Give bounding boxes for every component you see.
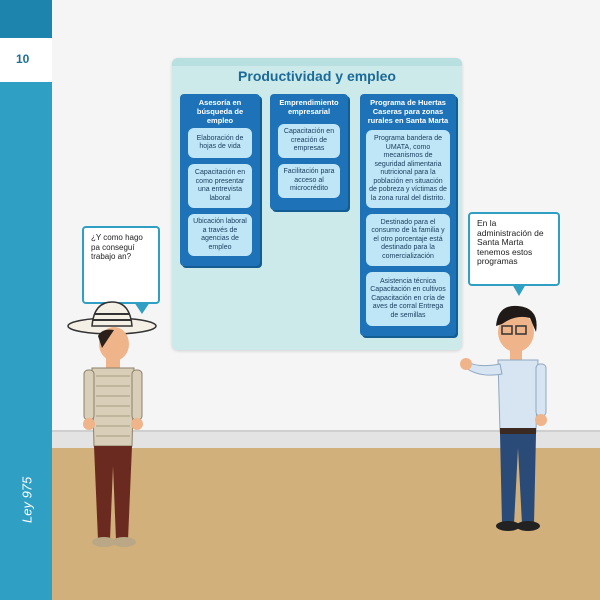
program-card: Programa bandera de UMATA, como mecanismos de seguridad alimentaria nutricional para la población en situación de pobreza y víctimas de la zona rural del distrito. bbox=[366, 130, 450, 208]
column-title: Programa de Huertas Caseras para zonas rurales en Santa Marta bbox=[367, 98, 449, 125]
program-card: Capacitación en creación de empresas bbox=[278, 124, 340, 158]
program-card: Facilitación para acceso al microcrédito bbox=[278, 164, 340, 198]
law-label: Ley 975 bbox=[19, 476, 35, 524]
board-top-bar bbox=[172, 58, 462, 66]
bubble-tail-right bbox=[512, 284, 526, 296]
column-job-search bbox=[180, 94, 260, 266]
board-title: Productividad y empleo bbox=[238, 68, 396, 84]
speech-bubble-right: En la administración de Santa Marta tenemos estos programas bbox=[468, 212, 560, 286]
farmer-character bbox=[62, 296, 162, 550]
column-title: Asesoría en búsqueda de empleo bbox=[196, 98, 244, 125]
program-card: Asistencia técnica Capacitación en cultivos Capacitación en cría de aves de corral Entrega de semillas bbox=[366, 272, 450, 326]
speech-bubble-left: ¿Y como hago pa conseguí trabajo an? bbox=[82, 226, 160, 304]
page-number: 10 bbox=[16, 52, 30, 66]
column-entrepreneurship bbox=[270, 94, 348, 210]
program-card: Elaboración de hojas de vida bbox=[188, 128, 252, 158]
program-card: Ubicación laboral a través de agencias de empleo bbox=[188, 214, 252, 256]
sidebar-cap bbox=[0, 0, 52, 38]
info-board bbox=[172, 58, 462, 350]
column-home-gardens bbox=[360, 94, 456, 336]
official-character bbox=[458, 298, 558, 538]
program-card: Destinado para el consumo de la familia y el otro porcentaje está destinado para la comercialización bbox=[366, 214, 450, 266]
column-title: Emprendimiento empresarial bbox=[279, 98, 339, 116]
program-card: Capacitación en como presentar una entrevista laboral bbox=[188, 164, 252, 208]
